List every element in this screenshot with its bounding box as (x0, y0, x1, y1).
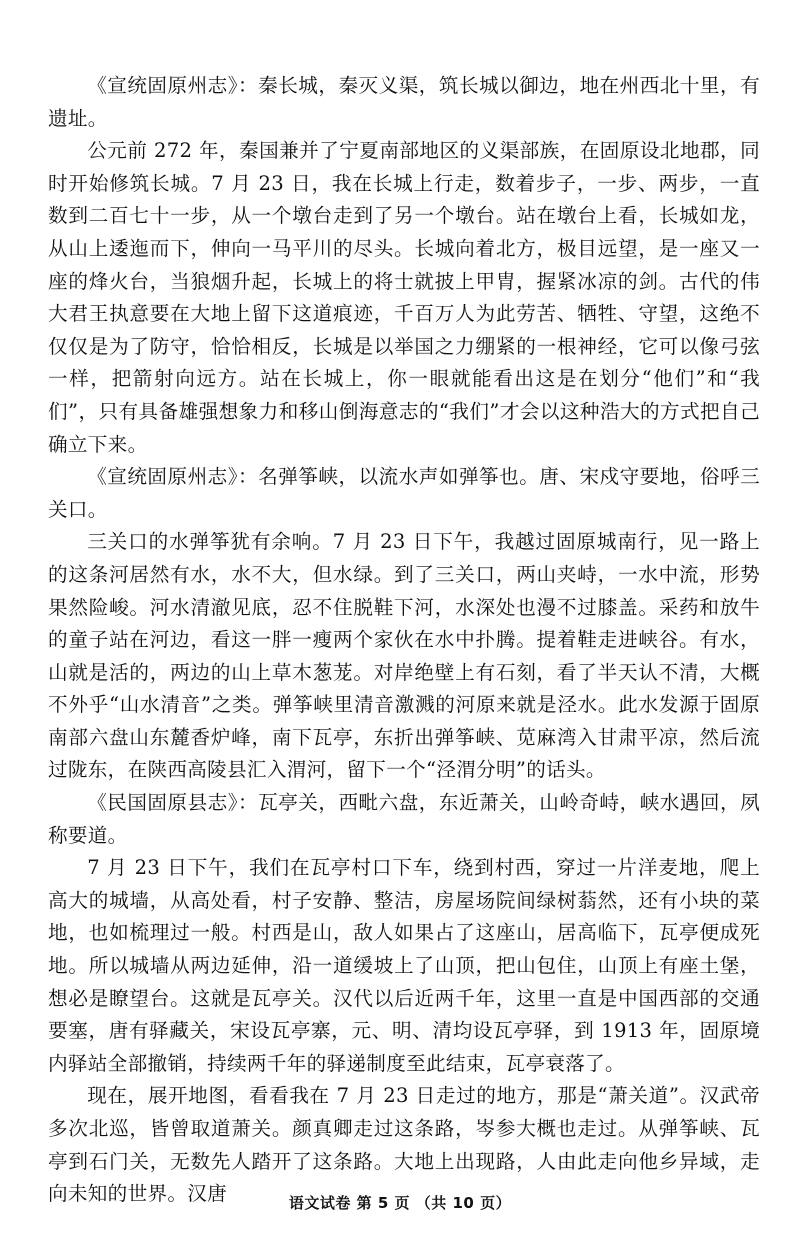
paragraph-quote-qin-wall: 《宣统固原州志》：秦长城，秦灭义渠，筑长城以御边，地在州西北十里，有遗址。 (48, 74, 760, 130)
paragraph-wating-pass: 7 月 23 日下午，我们在瓦亭村口下车，绕到村西，穿过一片洋麦地，爬上高大的城墙，从高处看，村子安静、整洁，房屋场院间绿树蓊然，还有小块的菜地，也如梳理过一般。村西是山，敌人如果占了这座山，居高临下，瓦亭便成死地。所以城墙从两边延伸，沿一道缓坡上了山顶，把山包住，山顶上有座土堡，想必是瞭望台。这就是瓦亭关。汉代以后近两千年，这里一直是中国西部的交通要塞，唐有驿藏关，宋设瓦亭寨，元、明、清均设瓦亭驿，到 1913 年，固原境内驿站全部撤销，持续两千年的驿递制度至此结束，瓦亭衰落了。 (48, 856, 760, 1075)
page-footer: 语文试卷 第 5 页 （共 10 页） (288, 1194, 512, 1212)
document-body (48, 70, 760, 1211)
paragraph-quote-wating: 《民国固原县志》：瓦亭关，西毗六盘，东近萧关，山岭奇峙，峡水遇回，夙称要道。 (48, 791, 760, 847)
paragraph-quote-tanzheng: 《宣统固原州志》：名弹筝峡，以流水声如弹筝也。唐、宋戍守要地，俗呼三关口。 (48, 465, 760, 521)
paragraph-great-wall: 公元前 272 年，秦国兼并了宁夏南部地区的义渠部族，在固原设北地郡，同时开始修筑长城。7 月 23 日，我在长城上行走，数着步子，一步、两步，一直数到二百七十一步，从一个墩台走到了另一个墩台。站在墩台上看，长城如龙，从山上逶迤而下，伸向一马平川的尽头。长城向着北方，极目远望，是一座又一座的烽火台，当狼烟升起，长城上的将士就披上甲胄，握紧冰凉的剑。古代的伟大君王执意要在大地上留下这道痕迹，千百万人为此劳苦、牺牲、守望，这绝不仅仅是为了防守，恰恰相反，长城是以举国之力绷紧的一根神经，它可以像弓弦一样，把箭射向远方。站在长城上，你一眼就能看出这是在划分“他们”和“我们”，只有具备雄强想象力和移山倒海意志的“我们”才会以这种浩大的方式把自己确立下来。 (48, 139, 760, 456)
paragraph-sanguankou: 三关口的水弹筝犹有余响。7 月 23 日下午，我越过固原城南行，见一路上的这条河居然有水，水不大，但水绿。到了三关口，两山夹峙，一水中流，形势果然险峻。河水清澈见底，忍不住脱鞋下河，水深处也漫不过膝盖。采药和放牛的童子站在河边，看这一胖一瘦两个家伙在水中扑腾。提着鞋走进峡谷。有水，山就是活的，两边的山上草木葱茏。对岸绝壁上有石刻，看了半天认不清，大概不外乎“山水清音”之类。弹筝峡里清音激溅的河原来就是泾水。此水发源于固原南部六盘山东麓香炉峰，南下瓦亭，东折出弹筝峡、苋麻湾入甘肃平凉，然后流过陇东，在陕西高陵县汇入渭河，留下一个“泾渭分明”的话头。 (48, 530, 760, 782)
paragraph-xiaoguan-road: 现在，展开地图，看看我在 7 月 23 日走过的地方，那是“萧关道”。汉武帝多次北巡，皆曾取道萧关。颜真卿走过这条路，岑参大概也走过。从弹筝峡、瓦亭到石门关，无数先人踏开了这条路。大地上出现路，人由此走向他乡异域，走向未知的世界。汉唐 (48, 1084, 760, 1206)
